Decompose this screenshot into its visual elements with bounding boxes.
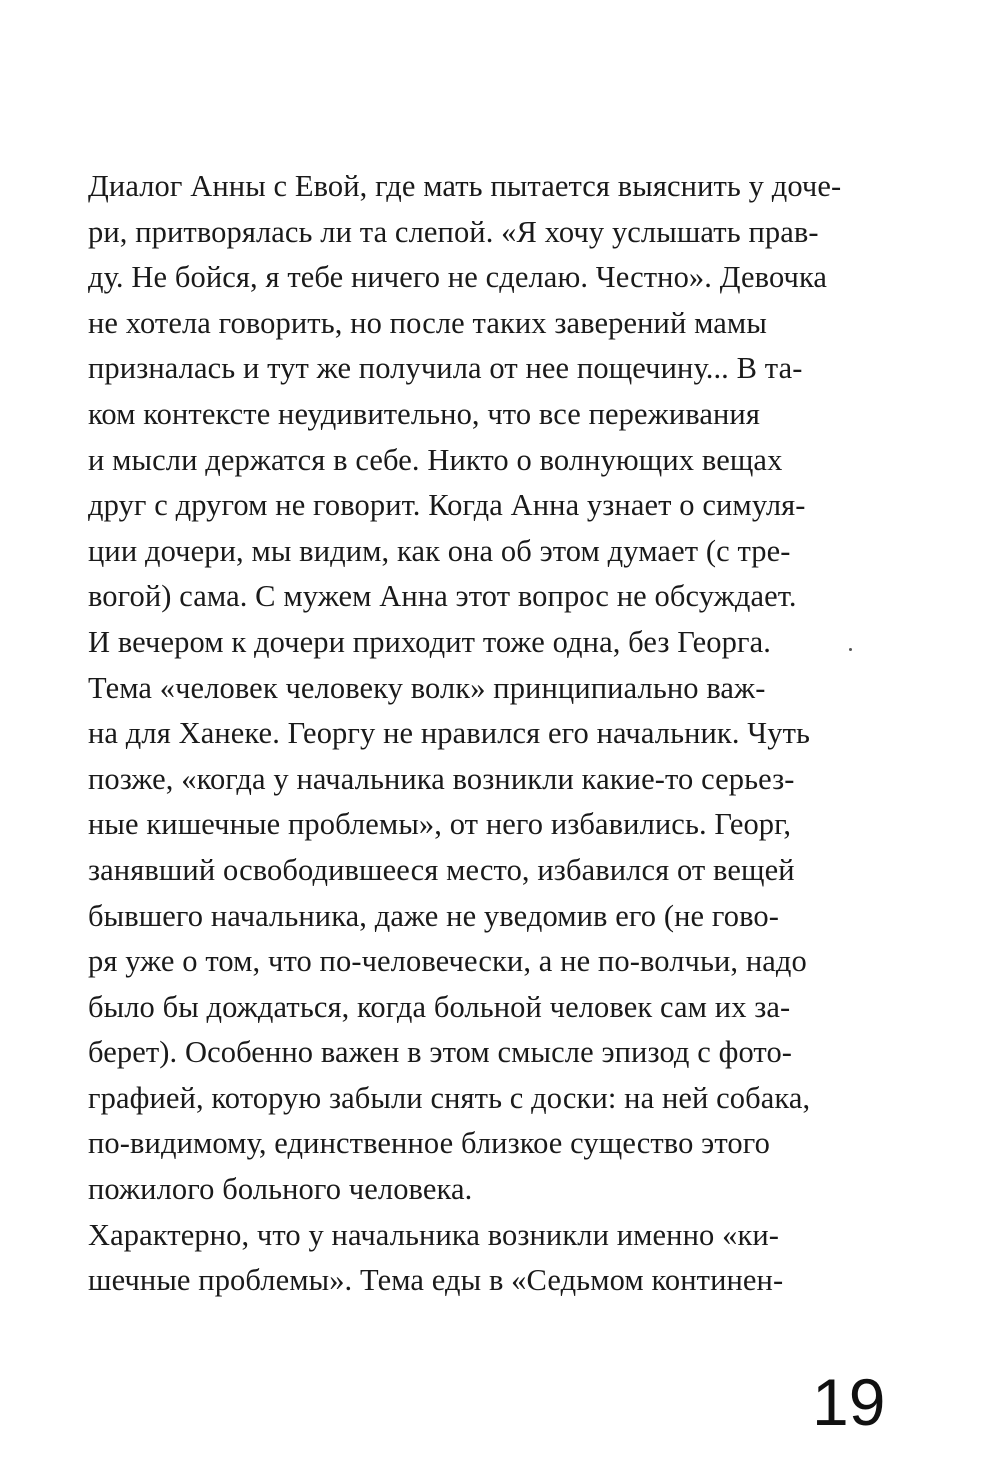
- body-text: [88, 164, 888, 1304]
- text-line: занявший освободившееся место, избавился от вещей: [88, 852, 795, 887]
- print-speck: [849, 648, 852, 651]
- text-line: друг с другом не говорит. Когда Анна узнает о симуля-: [88, 488, 806, 523]
- page-number: 19: [812, 1365, 886, 1439]
- text-line: ные кишечные проблемы», от него избавились. Георг,: [88, 807, 792, 842]
- text-line: и мысли держатся в себе. Никто о волнующих вещах: [88, 442, 783, 477]
- text-line: ду. Не бойся, я тебе ничего не сделаю. Честно». Девочка: [88, 260, 828, 295]
- text-line: берет). Особенно важен в этом смысле эпизод с фото-: [88, 1035, 793, 1070]
- text-line: графией, которую забыли снять с доски: на ней собака,: [88, 1080, 811, 1115]
- text-line: не хотела говорить, но после таких заверений мамы: [88, 305, 767, 340]
- text-line: Тема «человек человеку волк» принципиально важ-: [88, 670, 766, 705]
- text-line: было бы дождаться, когда больной человек сам их за-: [88, 989, 791, 1024]
- text-line: позже, «когда у начальника возникли какие-то серьез-: [88, 761, 795, 796]
- text-line: Диалог Анны с Евой, где мать пытается выяснить у доче-: [88, 169, 842, 203]
- text-line: на для Ханеке. Георгу не нравился его начальник. Чуть: [88, 716, 811, 751]
- text-line: вогой) сама. С мужем Анна этот вопрос не обсуждает.: [88, 579, 797, 614]
- text-line: ри, притворялась ли та слепой. «Я хочу услышать прав-: [88, 214, 819, 249]
- text-line: по-видимому, единственное близкое существо этого: [88, 1126, 770, 1161]
- text-line: ции дочери, мы видим, как она об этом думает (с тре-: [88, 533, 791, 568]
- text-line: бывшего начальника, даже не уведомив его (не гово-: [88, 898, 779, 933]
- text-line: пожилого больного человека.: [88, 1172, 473, 1207]
- text-line: ря уже о том, что по-человечески, а не по-волчьи, надо: [88, 944, 807, 979]
- text-line: Характерно, что у начальника возникли именно «ки-: [88, 1217, 780, 1252]
- text-line: ком контексте неудивительно, что все переживания: [88, 396, 760, 431]
- text-line: призналась и тут же получила от нее пощечину... В та-: [88, 351, 803, 386]
- text-line: шечные проблемы». Тема еды в «Седьмом континен-: [88, 1263, 784, 1298]
- text-line: И вечером к дочери приходит тоже одна, без Георга.: [88, 624, 771, 659]
